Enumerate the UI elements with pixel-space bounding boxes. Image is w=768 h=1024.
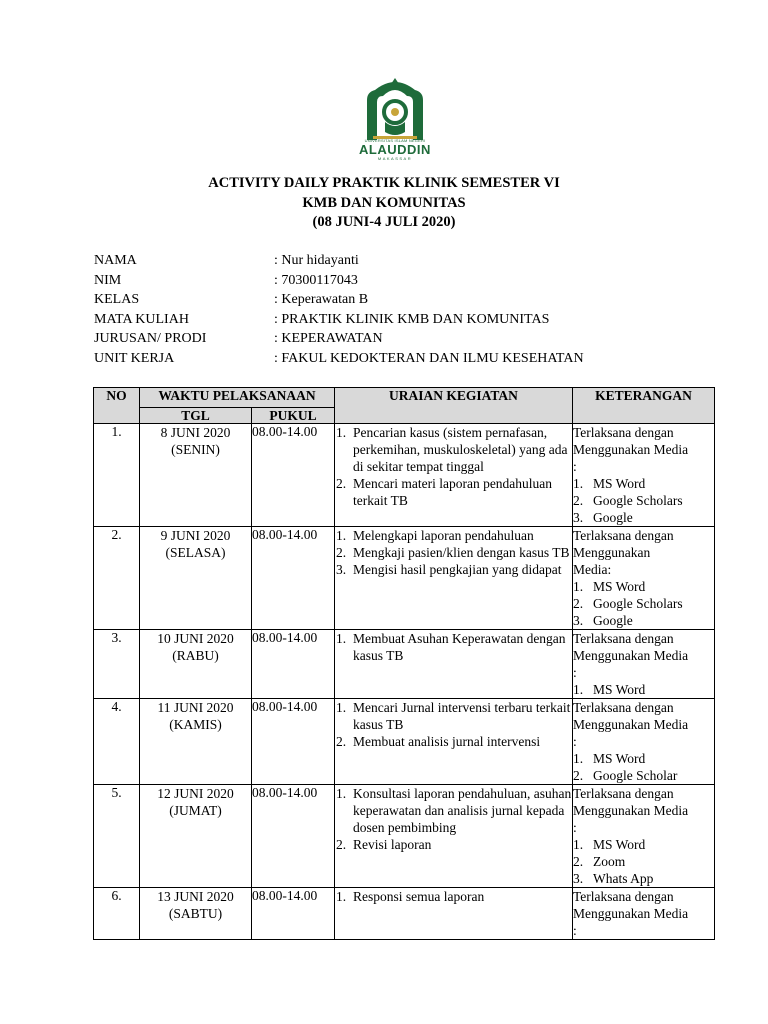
media-text: MS Word: [593, 476, 646, 491]
notes-line: :: [573, 459, 577, 474]
row-notes: [573, 527, 715, 630]
media-item: 1. MS Word: [573, 751, 646, 766]
activity-table: [93, 387, 715, 940]
activity-item: 2. Revisi laporan: [336, 837, 432, 852]
activity-text: Mengisi hasil pengkajian yang didapat: [353, 562, 562, 577]
info-value: : PRAKTIK KLINIK KMB DAN KOMUNITAS: [274, 311, 550, 327]
row-notes: [573, 424, 715, 527]
row-time: 08.00-14.00: [252, 630, 335, 699]
info-row-nama: [94, 251, 674, 271]
row-notes: [573, 888, 715, 940]
row-day-text: (RABU): [172, 648, 219, 663]
header-waktu: WAKTU PELAKSANAAN: [140, 388, 335, 408]
row-date: [140, 527, 252, 630]
row-activities: [335, 888, 573, 940]
logo-text: [350, 138, 440, 161]
notes-line: Menggunakan: [573, 545, 651, 560]
media-text: Google: [593, 510, 633, 525]
activity-item: 1. Melengkapi laporan pendahuluan: [336, 528, 534, 543]
media-text: Google Scholar: [593, 768, 678, 783]
row-date: [140, 888, 252, 940]
media-item: 1. MS Word: [573, 476, 646, 491]
activity-item: 2. Mengkaji pasien/klien dengan kasus TB: [336, 545, 570, 560]
logo-subtitle: UNIVERSITAS ISLAM NEGERI: [364, 138, 426, 143]
student-info: [94, 251, 674, 368]
media-text: MS Word: [593, 837, 646, 852]
info-row-jurusan: [94, 329, 674, 349]
media-item: 3. Whats App: [573, 871, 654, 886]
info-label: NIM: [94, 272, 122, 288]
info-value: : FAKUL KEDOKTERAN DAN ILMU KESEHATAN: [274, 350, 584, 366]
notes-line: Menggunakan Media: [573, 906, 689, 921]
row-activities: [335, 527, 573, 630]
notes-line: Terlaksana dengan: [573, 425, 674, 440]
row-time: 08.00-14.00: [252, 527, 335, 630]
activity-text: Membuat analisis jurnal intervensi: [353, 734, 541, 749]
row-time: 08.00-14.00: [252, 785, 335, 888]
notes-line: :: [573, 820, 577, 835]
activity-text: Revisi laporan: [353, 837, 432, 852]
table-row: [94, 699, 715, 785]
info-label: KELAS: [94, 292, 140, 307]
notes-line: :: [573, 734, 577, 749]
info-label: JURUSAN/ PRODI: [94, 331, 207, 346]
row-activities: [335, 424, 573, 527]
document-title-line1: ACTIVITY DAILY PRAKTIK KLINIK SEMESTER VI: [208, 175, 560, 191]
activity-item: 1. Responsi semua laporan: [336, 889, 485, 904]
media-item: 3. Google: [573, 510, 633, 525]
notes-line: Media:: [573, 562, 612, 577]
row-time: 08.00-14.00: [252, 424, 335, 527]
media-text: Google Scholars: [593, 596, 683, 611]
notes-line: :: [573, 665, 577, 680]
row-date-text: 9 JUNI 2020: [160, 528, 231, 543]
row-date-text: 11 JUNI 2020: [157, 700, 234, 715]
row-day-text: (SABTU): [168, 906, 223, 921]
header-uraian: URAIAN KEGIATAN: [335, 388, 573, 424]
media-item: 2. Google Scholars: [573, 493, 683, 508]
media-text: MS Word: [593, 751, 646, 766]
info-row-kelas: [94, 290, 674, 310]
header-pukul: PUKUL: [252, 408, 335, 424]
row-no: 3.: [94, 630, 140, 699]
media-text: Google Scholars: [593, 493, 683, 508]
activity-text: Mencari Jurnal intervensi terbaru terkait kasus TB: [353, 700, 571, 732]
activity-text: Melengkapi laporan pendahuluan: [353, 528, 534, 543]
row-date: [140, 630, 252, 699]
media-item: 2. Google Scholar: [573, 768, 678, 783]
info-value: : Keperawatan B: [274, 292, 369, 307]
row-no: 6.: [94, 888, 140, 940]
notes-line: Terlaksana dengan: [573, 786, 674, 801]
notes-line: Menggunakan Media: [573, 717, 689, 732]
media-text: MS Word: [593, 682, 646, 697]
media-text: Google: [593, 613, 633, 628]
activity-item: 1. Konsultasi laporan pendahuluan, asuhan keperawatan dan analisis jurnal kepada dosen pembimbing: [336, 786, 572, 835]
media-item: 1. MS Word: [573, 837, 646, 852]
row-day-text: (JUMAT): [169, 803, 222, 818]
activity-text: Konsultasi laporan pendahuluan, asuhan keperawatan dan analisis jurnal kepada dosen pembimbing: [353, 786, 572, 835]
media-item: 1. MS Word: [573, 579, 646, 594]
row-date: [140, 785, 252, 888]
media-text: Zoom: [593, 854, 626, 869]
row-no: 1.: [94, 424, 140, 527]
row-no: 4.: [94, 699, 140, 785]
activity-item: 2. Mencari materi laporan pendahuluan terkait TB: [336, 476, 553, 508]
row-day-text: (SELASA): [165, 545, 226, 560]
row-date-text: 13 JUNI 2020: [157, 889, 234, 904]
activity-text: Responsi semua laporan: [353, 889, 485, 904]
info-row-mata-kuliah: [94, 310, 674, 330]
row-notes: [573, 630, 715, 699]
table-row: [94, 424, 715, 527]
media-item: 2. Google Scholars: [573, 596, 683, 611]
row-activities: [335, 785, 573, 888]
row-no: 5.: [94, 785, 140, 888]
row-notes: [573, 785, 715, 888]
info-value: : 70300117043: [274, 272, 358, 288]
activity-item: 1. Pencarian kasus (sistem pernafasan, perkemihan, muskuloskeletal) yang ada di sekitar tempat tinggal: [336, 425, 568, 474]
document-title-line2: KMB DAN KOMUNITAS: [302, 195, 466, 211]
activity-text: Mengkaji pasien/klien dengan kasus TB: [353, 545, 570, 560]
activity-text: Pencarian kasus (sistem pernafasan, perkemihan, muskuloskeletal) yang ada di sekitar tempat tinggal: [353, 425, 568, 474]
info-row-unit-kerja: [94, 349, 674, 369]
header-keterangan: KETERANGAN: [573, 388, 715, 424]
info-label: NAMA: [94, 253, 137, 268]
row-no: 2.: [94, 527, 140, 630]
document-title-line3: (08 JUNI-4 JULI 2020): [312, 214, 456, 230]
header-tgl: TGL: [140, 408, 252, 424]
notes-line: Terlaksana dengan: [573, 700, 674, 715]
row-time: 08.00-14.00: [252, 699, 335, 785]
row-activities: [335, 699, 573, 785]
header-no: NO: [94, 388, 140, 424]
table-row: [94, 630, 715, 699]
row-date: [140, 424, 252, 527]
notes-line: Terlaksana dengan: [573, 528, 674, 543]
notes-line: Terlaksana dengan: [573, 631, 674, 646]
media-item: 1. MS Word: [573, 682, 646, 697]
notes-line: :: [573, 923, 577, 938]
row-activities: [335, 630, 573, 699]
activity-item: 2. Membuat analisis jurnal intervensi: [336, 734, 541, 749]
activity-item: 3. Mengisi hasil pengkajian yang didapat: [336, 562, 562, 577]
info-row-nim: [94, 271, 674, 291]
row-date-text: 8 JUNI 2020: [160, 425, 231, 440]
activity-text: Mencari materi laporan pendahuluan terkait TB: [353, 476, 553, 508]
table-row: [94, 785, 715, 888]
row-day-text: (SENIN): [171, 442, 220, 457]
logo-city: MAKASSAR: [377, 156, 413, 161]
info-label: MATA KULIAH: [94, 311, 189, 327]
logo-name: ALAUDDIN: [359, 142, 431, 157]
notes-line: Terlaksana dengan: [573, 889, 674, 904]
row-date: [140, 699, 252, 785]
row-notes: [573, 699, 715, 785]
row-time: 08.00-14.00: [252, 888, 335, 940]
table-row: [94, 888, 715, 940]
media-text: MS Word: [593, 579, 646, 594]
activity-text: Membuat Asuhan Keperawatan dengan kasus TB: [353, 631, 566, 663]
notes-line: Menggunakan Media: [573, 442, 689, 457]
media-text: Whats App: [593, 871, 654, 886]
row-date-text: 12 JUNI 2020: [157, 786, 234, 801]
info-value: : Nur hidayanti: [274, 253, 359, 268]
row-day-text: (KAMIS): [169, 717, 222, 732]
notes-line: Menggunakan Media: [573, 803, 689, 818]
row-date-text: 10 JUNI 2020: [157, 631, 234, 646]
table-row: [94, 527, 715, 630]
media-item: 3. Google: [573, 613, 633, 628]
info-label: UNIT KERJA: [94, 350, 175, 366]
notes-line: Menggunakan Media: [573, 648, 689, 663]
info-value: : KEPERAWATAN: [274, 331, 383, 346]
activity-item: 1. Membuat Asuhan Keperawatan dengan kasus TB: [336, 631, 566, 663]
media-item: 2. Zoom: [573, 854, 626, 869]
activity-item: 1. Mencari Jurnal intervensi terbaru terkait kasus TB: [336, 700, 571, 732]
